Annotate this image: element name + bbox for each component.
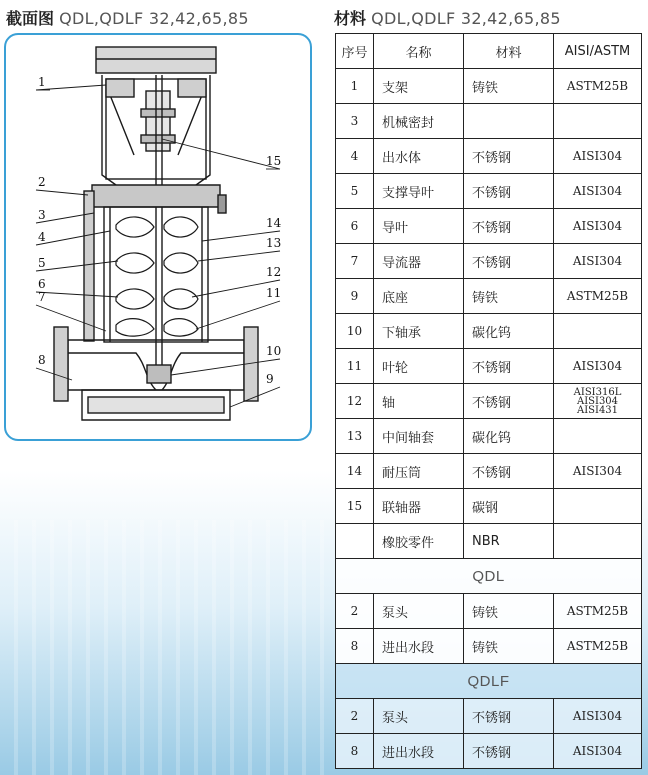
row-material: 不锈钢 [464, 734, 554, 769]
row-no: 2 [336, 699, 374, 734]
material-heading [334, 6, 561, 29]
callout-6: 6 [38, 277, 46, 291]
row-material: 铸铁 [464, 279, 554, 314]
callout-1: 1 [38, 75, 46, 89]
table-header-row [336, 34, 642, 69]
table-row [336, 279, 642, 314]
row-material: 不锈钢 [464, 454, 554, 489]
row-no: 8 [336, 629, 374, 664]
row-name: 出水体 [374, 139, 464, 174]
materials-table [335, 33, 642, 769]
callout-15: 15 [266, 154, 282, 168]
table-row [336, 489, 642, 524]
row-standard: AISI316L AISI304 AISI431 [554, 384, 642, 419]
callout-12: 12 [266, 265, 282, 279]
row-standard: ASTM25B [554, 69, 642, 104]
row-name: 泵头 [374, 594, 464, 629]
material-heading-title: 材料 [334, 9, 367, 28]
drawing-heading-title: 截面图 [6, 9, 55, 28]
callout-2: 2 [38, 175, 46, 189]
row-standard [554, 524, 642, 559]
row-no: 14 [336, 454, 374, 489]
row-name: 中间轴套 [374, 419, 464, 454]
row-name: 进出水段 [374, 629, 464, 664]
row-no: 10 [336, 314, 374, 349]
section-qdl [336, 559, 642, 594]
row-name: 机械密封 [374, 104, 464, 139]
row-no: 15 [336, 489, 374, 524]
row-name: 泵头 [374, 699, 464, 734]
row-standard [554, 104, 642, 139]
row-name: 支撑导叶 [374, 174, 464, 209]
table-row [336, 314, 642, 349]
row-name: 底座 [374, 279, 464, 314]
row-standard: AISI304 [554, 244, 642, 279]
row-material: 不锈钢 [464, 244, 554, 279]
row-no: 11 [336, 349, 374, 384]
row-name: 下轴承 [374, 314, 464, 349]
row-no: 6 [336, 209, 374, 244]
section-qdlf-label: QDLF [336, 664, 642, 699]
row-standard [554, 314, 642, 349]
row-name: 耐压筒 [374, 454, 464, 489]
drawing-heading [6, 6, 249, 29]
header-material: 材料 [464, 34, 554, 69]
pump-cross-section-figure [6, 35, 310, 439]
drawing-heading-models: QDL,QDLF 32,42,65,85 [59, 9, 249, 28]
row-standard: AISI304 [554, 139, 642, 174]
row-standard: ASTM25B [554, 279, 642, 314]
callout-7: 7 [38, 290, 46, 304]
row-no: 12 [336, 384, 374, 419]
row-no [336, 524, 374, 559]
row-no: 4 [336, 139, 374, 174]
table-row [336, 699, 642, 734]
row-no: 1 [336, 69, 374, 104]
callout-5: 5 [38, 256, 46, 270]
row-material: 铸铁 [464, 629, 554, 664]
row-material: 铸铁 [464, 594, 554, 629]
row-name: 进出水段 [374, 734, 464, 769]
background-texture [0, 520, 330, 775]
row-material: 碳化钨 [464, 314, 554, 349]
table-row [336, 349, 642, 384]
callout-13: 13 [266, 236, 282, 250]
row-name: 联轴器 [374, 489, 464, 524]
header-name: 名称 [374, 34, 464, 69]
table-row [336, 104, 642, 139]
row-no: 9 [336, 279, 374, 314]
callout-8: 8 [38, 353, 46, 367]
row-material: 不锈钢 [464, 384, 554, 419]
callout-10: 10 [266, 344, 282, 358]
table-row [336, 524, 642, 559]
material-heading-models: QDL,QDLF 32,42,65,85 [371, 9, 561, 28]
callout-14: 14 [266, 216, 282, 230]
row-standard: ASTM25B [554, 594, 642, 629]
header-no: 序号 [336, 34, 374, 69]
row-material: NBR [464, 524, 554, 559]
row-no: 13 [336, 419, 374, 454]
row-material: 不锈钢 [464, 349, 554, 384]
row-material: 碳钢 [464, 489, 554, 524]
row-material: 不锈钢 [464, 209, 554, 244]
row-name: 橡胶零件 [374, 524, 464, 559]
row-standard [554, 419, 642, 454]
row-standard [554, 489, 642, 524]
callout-9: 9 [266, 372, 274, 386]
row-name: 叶轮 [374, 349, 464, 384]
section-qdl-label: QDL [336, 559, 642, 594]
row-no: 8 [336, 734, 374, 769]
row-standard: ASTM25B [554, 629, 642, 664]
row-name: 支架 [374, 69, 464, 104]
row-standard: AISI304 [554, 349, 642, 384]
table-row [336, 139, 642, 174]
callout-3: 3 [38, 208, 46, 222]
table-row [336, 454, 642, 489]
table-row [336, 594, 642, 629]
table-row [336, 244, 642, 279]
callout-11: 11 [266, 286, 282, 300]
cross-section-drawing [4, 33, 312, 441]
row-material: 碳化钨 [464, 419, 554, 454]
row-no: 7 [336, 244, 374, 279]
row-name: 导叶 [374, 209, 464, 244]
row-material: 不锈钢 [464, 174, 554, 209]
section-qdlf [336, 664, 642, 699]
row-standard: AISI304 [554, 209, 642, 244]
row-material: 不锈钢 [464, 699, 554, 734]
table-row [336, 419, 642, 454]
table-row [336, 384, 642, 419]
row-name: 导流器 [374, 244, 464, 279]
table-row [336, 174, 642, 209]
table-row [336, 69, 642, 104]
row-standard: AISI304 [554, 174, 642, 209]
row-standard: AISI304 [554, 734, 642, 769]
row-no: 3 [336, 104, 374, 139]
row-standard: AISI304 [554, 454, 642, 489]
row-material: 不锈钢 [464, 139, 554, 174]
row-no: 2 [336, 594, 374, 629]
row-standard: AISI304 [554, 699, 642, 734]
table-row [336, 209, 642, 244]
row-name: 轴 [374, 384, 464, 419]
row-no: 5 [336, 174, 374, 209]
header-standard: AISI/ASTM [554, 34, 642, 69]
row-material [464, 104, 554, 139]
table-row [336, 629, 642, 664]
row-material: 铸铁 [464, 69, 554, 104]
table-row [336, 734, 642, 769]
callout-4: 4 [38, 230, 46, 244]
